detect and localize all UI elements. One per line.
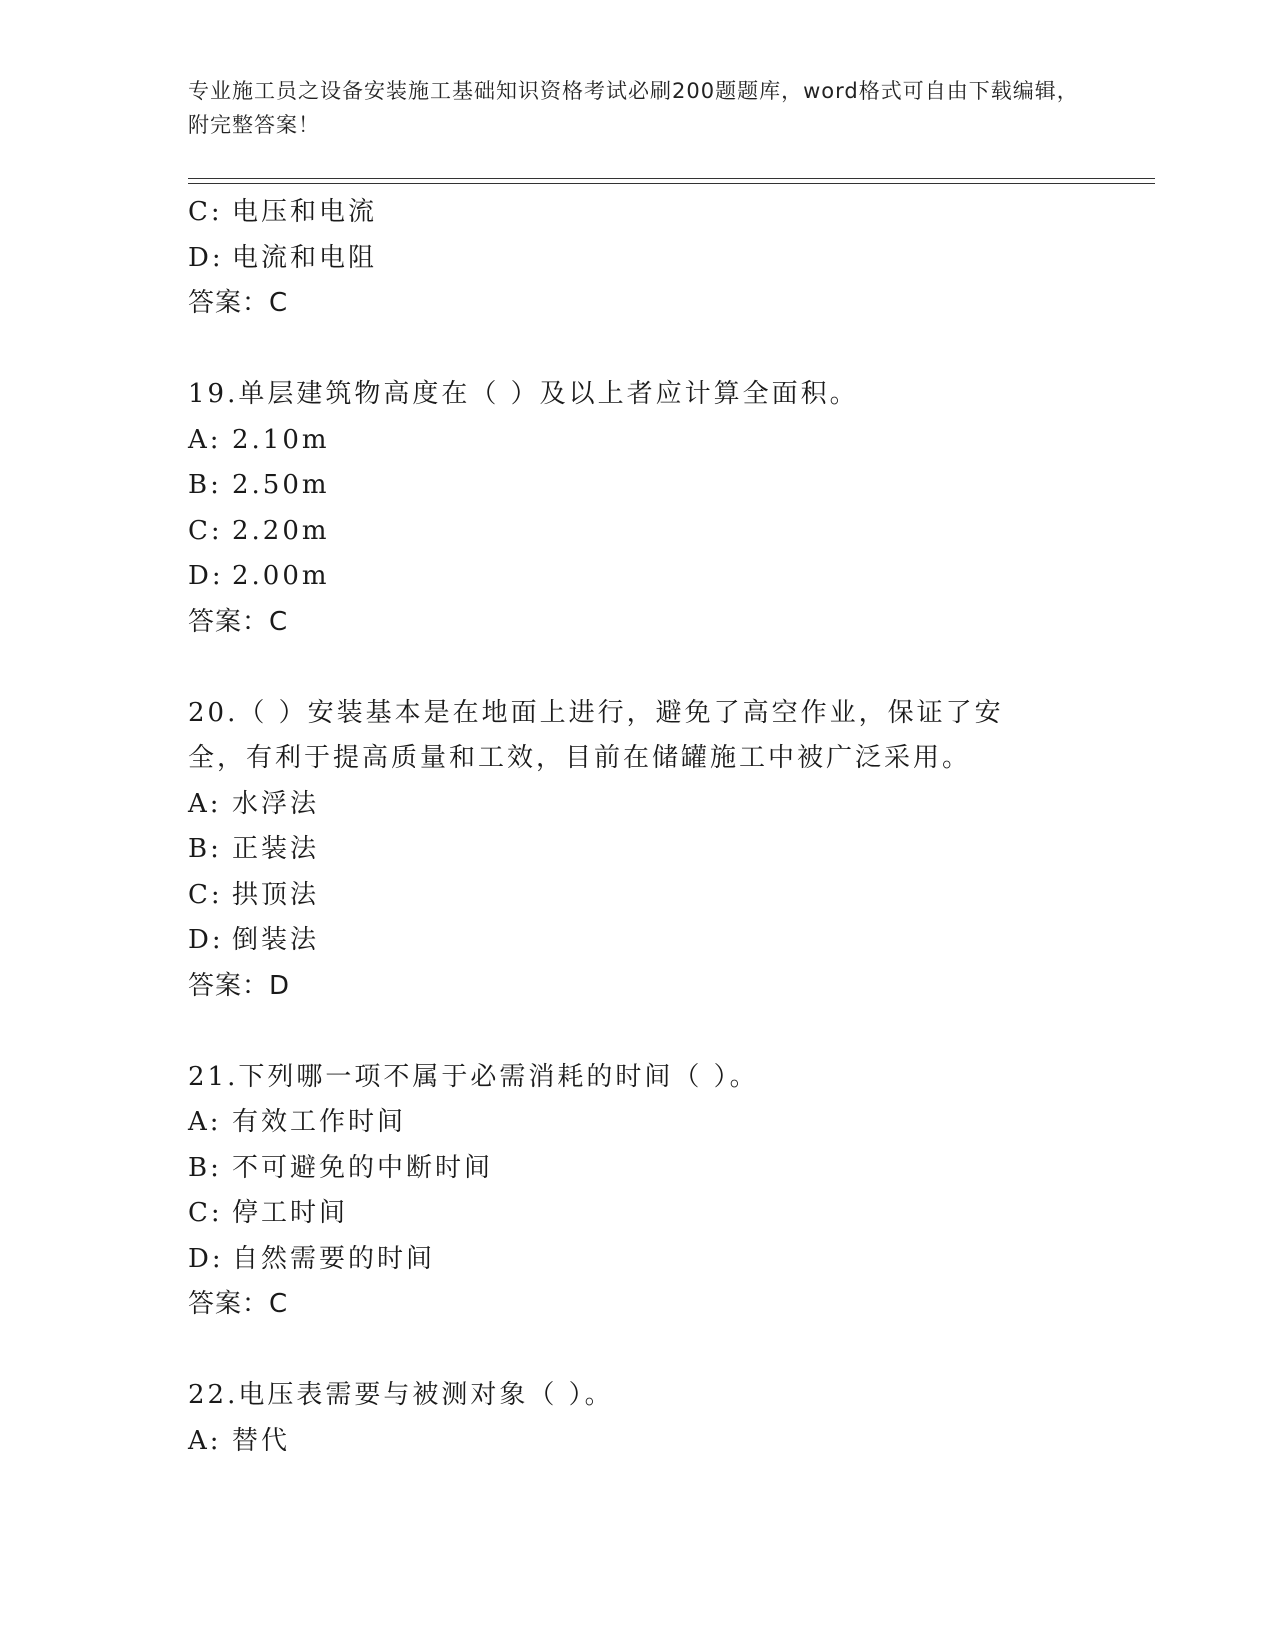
question-21 <box>188 1055 1148 1328</box>
option-b: B: 不可避免的中断时间 <box>188 1152 494 1183</box>
answer: 答案：C <box>188 288 289 318</box>
question-text: 22.电压表需要与被测对象（ ）。 <box>188 1380 614 1410</box>
document-header: 专业施工员之设备安装施工基础知识资格考试必刷200题题库，word格式可自由下载编辑，附完整答案！ <box>188 79 1079 137</box>
option-c: C: 停工时间 <box>188 1198 349 1228</box>
question-20 <box>188 691 1148 1010</box>
option-d: D: 电流和电阻 <box>188 242 378 273</box>
option-c: C: 2.20m <box>188 515 330 546</box>
question-text: 21.下列哪一项不属于必需消耗的时间（ ）。 <box>188 1061 759 1092</box>
answer: 答案：C <box>188 606 289 637</box>
question-list <box>188 190 1148 1464</box>
question-19 <box>188 372 1148 645</box>
header-rule-top <box>188 178 1155 179</box>
option-b: B: 正装法 <box>188 834 320 864</box>
option-d: D: 2.00m <box>188 561 330 591</box>
option-b: B: 2.50m <box>188 470 330 500</box>
previous-question-tail <box>188 190 1148 327</box>
option-a: A: 替代 <box>188 1425 291 1456</box>
option-c: C: 拱顶法 <box>188 879 320 910</box>
option-d: D: 倒装法 <box>188 925 320 955</box>
question-22 <box>188 1373 1148 1464</box>
option-c: C: 电压和电流 <box>188 197 378 227</box>
option-d: D: 自然需要的时间 <box>188 1243 436 1274</box>
option-a: A: 水浮法 <box>188 788 320 819</box>
option-a: A: 2.10m <box>188 424 330 455</box>
answer: 答案：C <box>188 1289 289 1319</box>
question-text: 19.单层建筑物高度在（ ）及以上者应计算全面积。 <box>188 379 859 409</box>
header-rule-bottom <box>188 183 1155 184</box>
option-a: A: 有效工作时间 <box>188 1107 407 1137</box>
answer: 答案：D <box>188 970 291 1001</box>
question-text: 20.（ ）安装基本是在地面上进行，避免了高空作业，保证了安全，有利于提高质量和工效，目前在储罐施工中被广泛采用。 <box>188 697 1004 773</box>
